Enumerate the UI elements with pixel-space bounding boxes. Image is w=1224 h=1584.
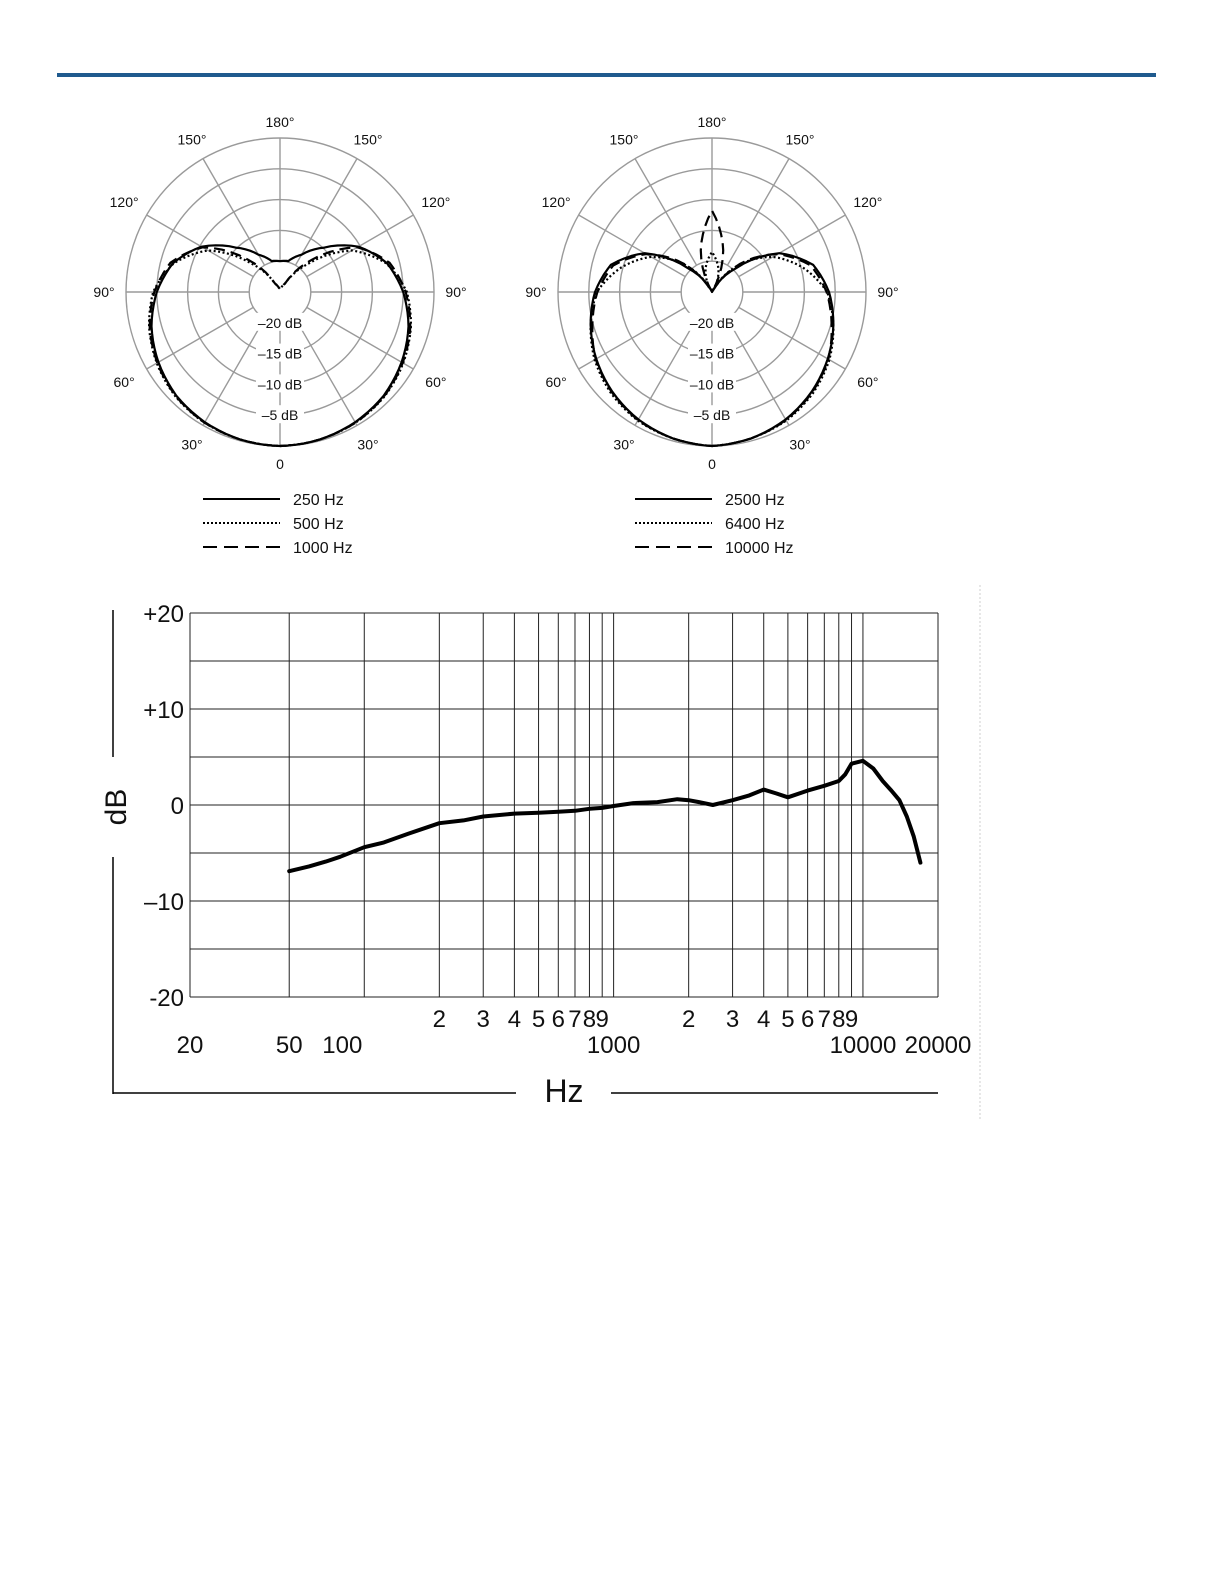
- x-minor-tick-label: 8: [582, 1006, 597, 1033]
- polar-spoke: [307, 307, 414, 369]
- polar-chart-right: [492, 110, 932, 570]
- x-major-tick-label: 50: [275, 1032, 303, 1059]
- polar-angle-label: 90°: [525, 284, 547, 300]
- y-tick-label: +20: [143, 601, 184, 628]
- polar-angle-label: 60°: [425, 374, 447, 390]
- polar-spoke: [635, 319, 697, 426]
- polar-angle-label: 150°: [609, 131, 639, 148]
- polar-angle-label: 180°: [697, 114, 727, 130]
- polar-spoke: [739, 215, 846, 277]
- polar-angle-label: 150°: [177, 131, 207, 148]
- response-curve: [289, 761, 920, 871]
- x-minor-tick-label: 8: [832, 1006, 846, 1033]
- polar-angle-label: 120°: [421, 194, 451, 210]
- polar-ring-label: –10 dB: [689, 376, 735, 393]
- x-major-tick-label: 20000: [904, 1032, 972, 1059]
- x-minor-tick-label: 9: [595, 1006, 609, 1033]
- x-minor-tick-label: 2: [432, 1006, 447, 1033]
- polar-spoke: [295, 319, 357, 426]
- polar-angle-label: 30°: [357, 436, 379, 453]
- x-minor-tick-label: 3: [725, 1006, 740, 1033]
- polar-ring-label: –10 dB: [257, 376, 303, 393]
- x-major-tick-label: 1000: [586, 1032, 641, 1059]
- x-minor-tick-label: 7: [568, 1006, 582, 1033]
- x-minor-tick-label: 2: [681, 1006, 696, 1033]
- polar-grid: [126, 138, 434, 446]
- polar-angle-label: 120°: [541, 194, 571, 210]
- polar-angle-label: 60°: [113, 374, 135, 390]
- polar-angle-label: 90°: [877, 284, 899, 300]
- polar-ring-label: –5 dB: [261, 407, 299, 424]
- legend-label: 10000 Hz: [725, 540, 794, 557]
- y-axis-title: dB: [100, 788, 133, 826]
- polar-spoke: [579, 215, 686, 277]
- polar-spoke: [307, 215, 414, 277]
- polar-spoke: [727, 319, 789, 426]
- polar-angle-label: 30°: [613, 436, 635, 453]
- polar-angle-label: 150°: [353, 131, 383, 148]
- y-tick-label: +10: [143, 697, 184, 724]
- polar-angle-label: 0: [276, 456, 284, 472]
- y-tick-label: 0: [170, 793, 184, 820]
- header-rule: [57, 73, 1156, 77]
- legend-label: 1000 Hz: [293, 540, 353, 557]
- x-minor-tick-label: 4: [757, 1006, 771, 1033]
- polar-angle-label: 30°: [181, 436, 203, 453]
- polar-angle-label: 150°: [785, 131, 815, 148]
- x-major-tick-label: 20: [176, 1032, 204, 1059]
- polar-ring-label: –20 dB: [257, 314, 303, 331]
- polar-spoke: [203, 319, 265, 426]
- x-minor-tick-label: 6: [551, 1006, 565, 1033]
- x-major-tick-label: 10000: [829, 1032, 897, 1059]
- polar-angle-label: 90°: [445, 284, 467, 300]
- y-tick-label: -20: [149, 985, 184, 1012]
- polar-ring-label: –20 dB: [689, 314, 735, 331]
- polar-spoke: [295, 159, 357, 266]
- polar-angle-label: 180°: [265, 114, 295, 130]
- x-minor-tick-label: 5: [531, 1006, 546, 1033]
- polar-spoke: [147, 215, 254, 277]
- polar-angle-label: 60°: [545, 374, 567, 390]
- polar-spoke: [147, 307, 254, 369]
- polar-angle-label: 120°: [853, 194, 883, 210]
- polar-angle-label: 90°: [93, 284, 115, 300]
- x-axis-title: Hz: [544, 1073, 584, 1109]
- x-minor-tick-label: 9: [844, 1006, 859, 1033]
- x-minor-tick-label: 7: [817, 1006, 832, 1033]
- x-minor-tick-label: 4: [507, 1006, 522, 1033]
- x-major-tick-label: 100: [322, 1032, 363, 1059]
- polar-angle-label: 0: [708, 456, 716, 472]
- polar-ring-label: –5 dB: [693, 407, 731, 424]
- x-minor-tick-label: 5: [781, 1006, 795, 1033]
- x-minor-tick-label: 3: [476, 1006, 490, 1033]
- polar-angle-label: 120°: [109, 194, 139, 210]
- polar-ring-label: –15 dB: [689, 345, 735, 362]
- freq-grid: [190, 613, 938, 997]
- polar-spoke: [203, 159, 265, 266]
- y-tick-label: –10: [143, 889, 184, 916]
- legend-label: 6400 Hz: [725, 516, 785, 533]
- frequency-response-chart: [80, 585, 1000, 1125]
- polar-angle-label: 60°: [857, 374, 879, 390]
- polar-ring-label: –15 dB: [257, 345, 303, 362]
- polar-spoke: [727, 159, 789, 266]
- legend-label: 500 Hz: [293, 516, 344, 533]
- legend-label: 2500 Hz: [725, 492, 785, 509]
- legend-label: 250 Hz: [293, 492, 344, 509]
- polar-angle-label: 30°: [789, 436, 811, 453]
- x-minor-tick-label: 6: [800, 1006, 815, 1033]
- polar-chart-left: [60, 110, 500, 570]
- polar-spoke: [739, 307, 846, 369]
- polar-spoke: [635, 159, 697, 266]
